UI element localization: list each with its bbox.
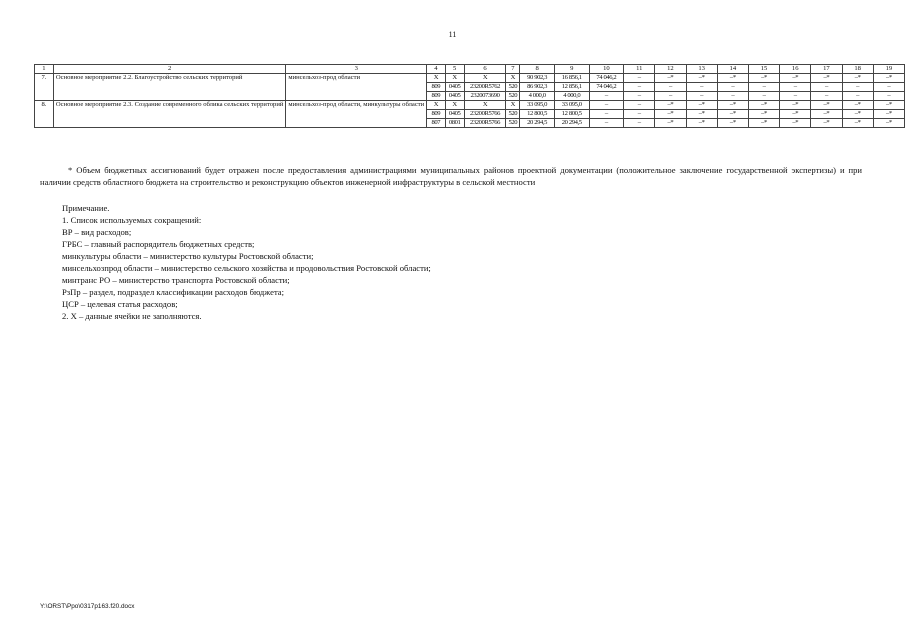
header-cell: 15 — [748, 65, 779, 74]
value-cell: Х — [427, 101, 445, 110]
row-number-cell: 8. — [35, 101, 54, 128]
note-line: ГРБС – главный распорядитель бюджетных средств; — [62, 239, 255, 249]
value-cell: – — [624, 119, 655, 128]
grbs-cell: минсельхоз-прод области, минкультуры области — [286, 101, 427, 128]
value-cell: –* — [873, 119, 904, 128]
value-cell: –* — [686, 119, 717, 128]
value-cell: –* — [842, 119, 873, 128]
value-cell: – — [655, 92, 686, 101]
header-cell: 10 — [589, 65, 624, 74]
value-cell: 0405 — [445, 83, 464, 92]
value-cell: 16 856,1 — [554, 74, 589, 83]
file-path: Y:\ORST\Ppo\0317p163.f20.docx — [40, 603, 135, 610]
note-line: минсельхозпрод области – министерство сельского хозяйства и продовольствия Ростовской области; — [62, 263, 431, 273]
value-cell: –* — [686, 74, 717, 83]
table-row — [35, 74, 905, 83]
header-cell: 12 — [655, 65, 686, 74]
note-line: ВР – вид расходов; — [62, 227, 132, 237]
value-cell: –* — [748, 101, 779, 110]
value-cell: Х — [506, 101, 520, 110]
value-cell: 90 902,3 — [520, 74, 555, 83]
value-cell: 74 046,2 — [589, 74, 624, 83]
value-cell: –* — [717, 74, 748, 83]
value-cell: – — [655, 83, 686, 92]
header-cell: 4 — [427, 65, 445, 74]
note-line: минкультуры области – министерство культуры Ростовской области; — [62, 251, 314, 261]
value-cell: – — [811, 92, 842, 101]
note-line: 2. Х – данные ячейки не заполняются. — [62, 311, 202, 321]
notes-block — [62, 202, 431, 322]
value-cell: – — [748, 83, 779, 92]
note-line: 1. Список используемых сокращений: — [62, 215, 202, 225]
value-cell: 20 294,5 — [554, 119, 589, 128]
table-row — [35, 101, 905, 110]
header-cell: 11 — [624, 65, 655, 74]
value-cell: Х — [464, 74, 506, 83]
value-cell: 807 — [427, 119, 445, 128]
value-cell: 0801 — [445, 119, 464, 128]
note-line: минтранс РО – министерство транспорта Ростовской области; — [62, 275, 290, 285]
value-cell: –* — [748, 74, 779, 83]
value-cell: 33 095,0 — [554, 101, 589, 110]
header-cell: 16 — [780, 65, 811, 74]
value-cell: –* — [873, 101, 904, 110]
value-cell: – — [686, 83, 717, 92]
value-cell: – — [589, 92, 624, 101]
value-cell: –* — [842, 101, 873, 110]
value-cell: – — [686, 92, 717, 101]
header-cell: 13 — [686, 65, 717, 74]
footnote-text: * Объем бюджетных ассигнований будет отражен после предоставления администрациями муниципальных районов проектной документации (положительное заключение государственной экспертизы) и при наличии средств областного бюджета на строительство и реконструкцию объектов инженерной инфраструктуры в сельской местности — [40, 165, 862, 187]
value-cell: –* — [873, 74, 904, 83]
note-line: РзПр – раздел, подраздел классификации расходов бюджета; — [62, 287, 285, 297]
value-cell: –* — [748, 110, 779, 119]
note-line: ЦСР – целевая статья расходов; — [62, 299, 178, 309]
value-cell: 520 — [506, 110, 520, 119]
value-cell: –* — [811, 110, 842, 119]
value-cell: Х — [506, 74, 520, 83]
value-cell: 12 800,5 — [520, 110, 555, 119]
page-number: 11 — [448, 30, 457, 39]
value-cell: – — [811, 83, 842, 92]
header-cell: 1 — [35, 65, 54, 74]
grbs-cell: минсельхоз-прод области — [286, 74, 427, 101]
value-cell: Х — [464, 101, 506, 110]
value-cell: – — [624, 101, 655, 110]
header-cell: 9 — [554, 65, 589, 74]
value-cell: – — [780, 83, 811, 92]
value-cell: 809 — [427, 83, 445, 92]
value-cell: –* — [780, 74, 811, 83]
value-cell: 0405 — [445, 110, 464, 119]
value-cell: –* — [873, 110, 904, 119]
value-cell: 809 — [427, 92, 445, 101]
value-cell: 12 800,5 — [554, 110, 589, 119]
value-cell: 0405 — [445, 92, 464, 101]
value-cell: 520 — [506, 83, 520, 92]
activity-name-cell: Основное мероприятие 2.2. Благоустройство сельских территорий — [53, 74, 286, 101]
value-cell: –* — [780, 110, 811, 119]
value-cell: 33 095,0 — [520, 101, 555, 110]
value-cell: 20 294,5 — [520, 119, 555, 128]
value-cell: 12 856,1 — [554, 83, 589, 92]
value-cell: –* — [842, 110, 873, 119]
value-cell: – — [624, 74, 655, 83]
value-cell: Х — [445, 101, 464, 110]
value-cell: –* — [780, 119, 811, 128]
value-cell: –* — [717, 110, 748, 119]
value-cell: – — [624, 110, 655, 119]
table-body — [35, 74, 905, 128]
value-cell: Х — [445, 74, 464, 83]
header-cell: 3 — [286, 65, 427, 74]
value-cell: – — [589, 119, 624, 128]
header-cell: 7 — [506, 65, 520, 74]
value-cell: –* — [686, 101, 717, 110]
value-cell: 86 902,3 — [520, 83, 555, 92]
value-cell: –* — [811, 119, 842, 128]
value-cell: – — [717, 83, 748, 92]
header-cell: 14 — [717, 65, 748, 74]
value-cell: – — [873, 92, 904, 101]
value-cell: – — [717, 92, 748, 101]
value-cell: – — [624, 92, 655, 101]
activity-name-cell: Основное мероприятие 2.3. Создание современного облика сельских территорий — [53, 101, 286, 128]
row-number-cell: 7. — [35, 74, 54, 101]
value-cell: 23200R5766 — [464, 110, 506, 119]
value-cell: – — [842, 83, 873, 92]
value-cell: Х — [427, 74, 445, 83]
header-cell: 19 — [873, 65, 904, 74]
value-cell: 809 — [427, 110, 445, 119]
value-cell: –* — [655, 119, 686, 128]
value-cell: –* — [655, 110, 686, 119]
value-cell: – — [873, 83, 904, 92]
value-cell: –* — [811, 74, 842, 83]
value-cell: –* — [686, 110, 717, 119]
header-cell: 8 — [520, 65, 555, 74]
value-cell: – — [589, 101, 624, 110]
value-cell: 520 — [506, 92, 520, 101]
value-cell: – — [842, 92, 873, 101]
value-cell: 23200R5766 — [464, 119, 506, 128]
value-cell: –* — [811, 101, 842, 110]
value-cell: – — [780, 92, 811, 101]
value-cell: 4 000,0 — [554, 92, 589, 101]
header-cell: 18 — [842, 65, 873, 74]
value-cell: –* — [842, 74, 873, 83]
value-cell: 23200R5762 — [464, 83, 506, 92]
value-cell: 2320073690 — [464, 92, 506, 101]
value-cell: 4 000,0 — [520, 92, 555, 101]
value-cell: 520 — [506, 119, 520, 128]
header-cell: 6 — [464, 65, 506, 74]
header-cell: 5 — [445, 65, 464, 74]
value-cell: –* — [655, 101, 686, 110]
value-cell: –* — [655, 74, 686, 83]
header-cell: 17 — [811, 65, 842, 74]
value-cell: 74 046,2 — [589, 83, 624, 92]
value-cell: –* — [717, 119, 748, 128]
value-cell: –* — [748, 119, 779, 128]
value-cell: – — [624, 83, 655, 92]
note-line: Примечание. — [62, 203, 110, 213]
value-cell: – — [589, 110, 624, 119]
table-header-row — [35, 65, 905, 74]
header-cell: 2 — [53, 65, 286, 74]
budget-table — [34, 64, 905, 128]
value-cell: –* — [717, 101, 748, 110]
value-cell: – — [748, 92, 779, 101]
value-cell: –* — [780, 101, 811, 110]
